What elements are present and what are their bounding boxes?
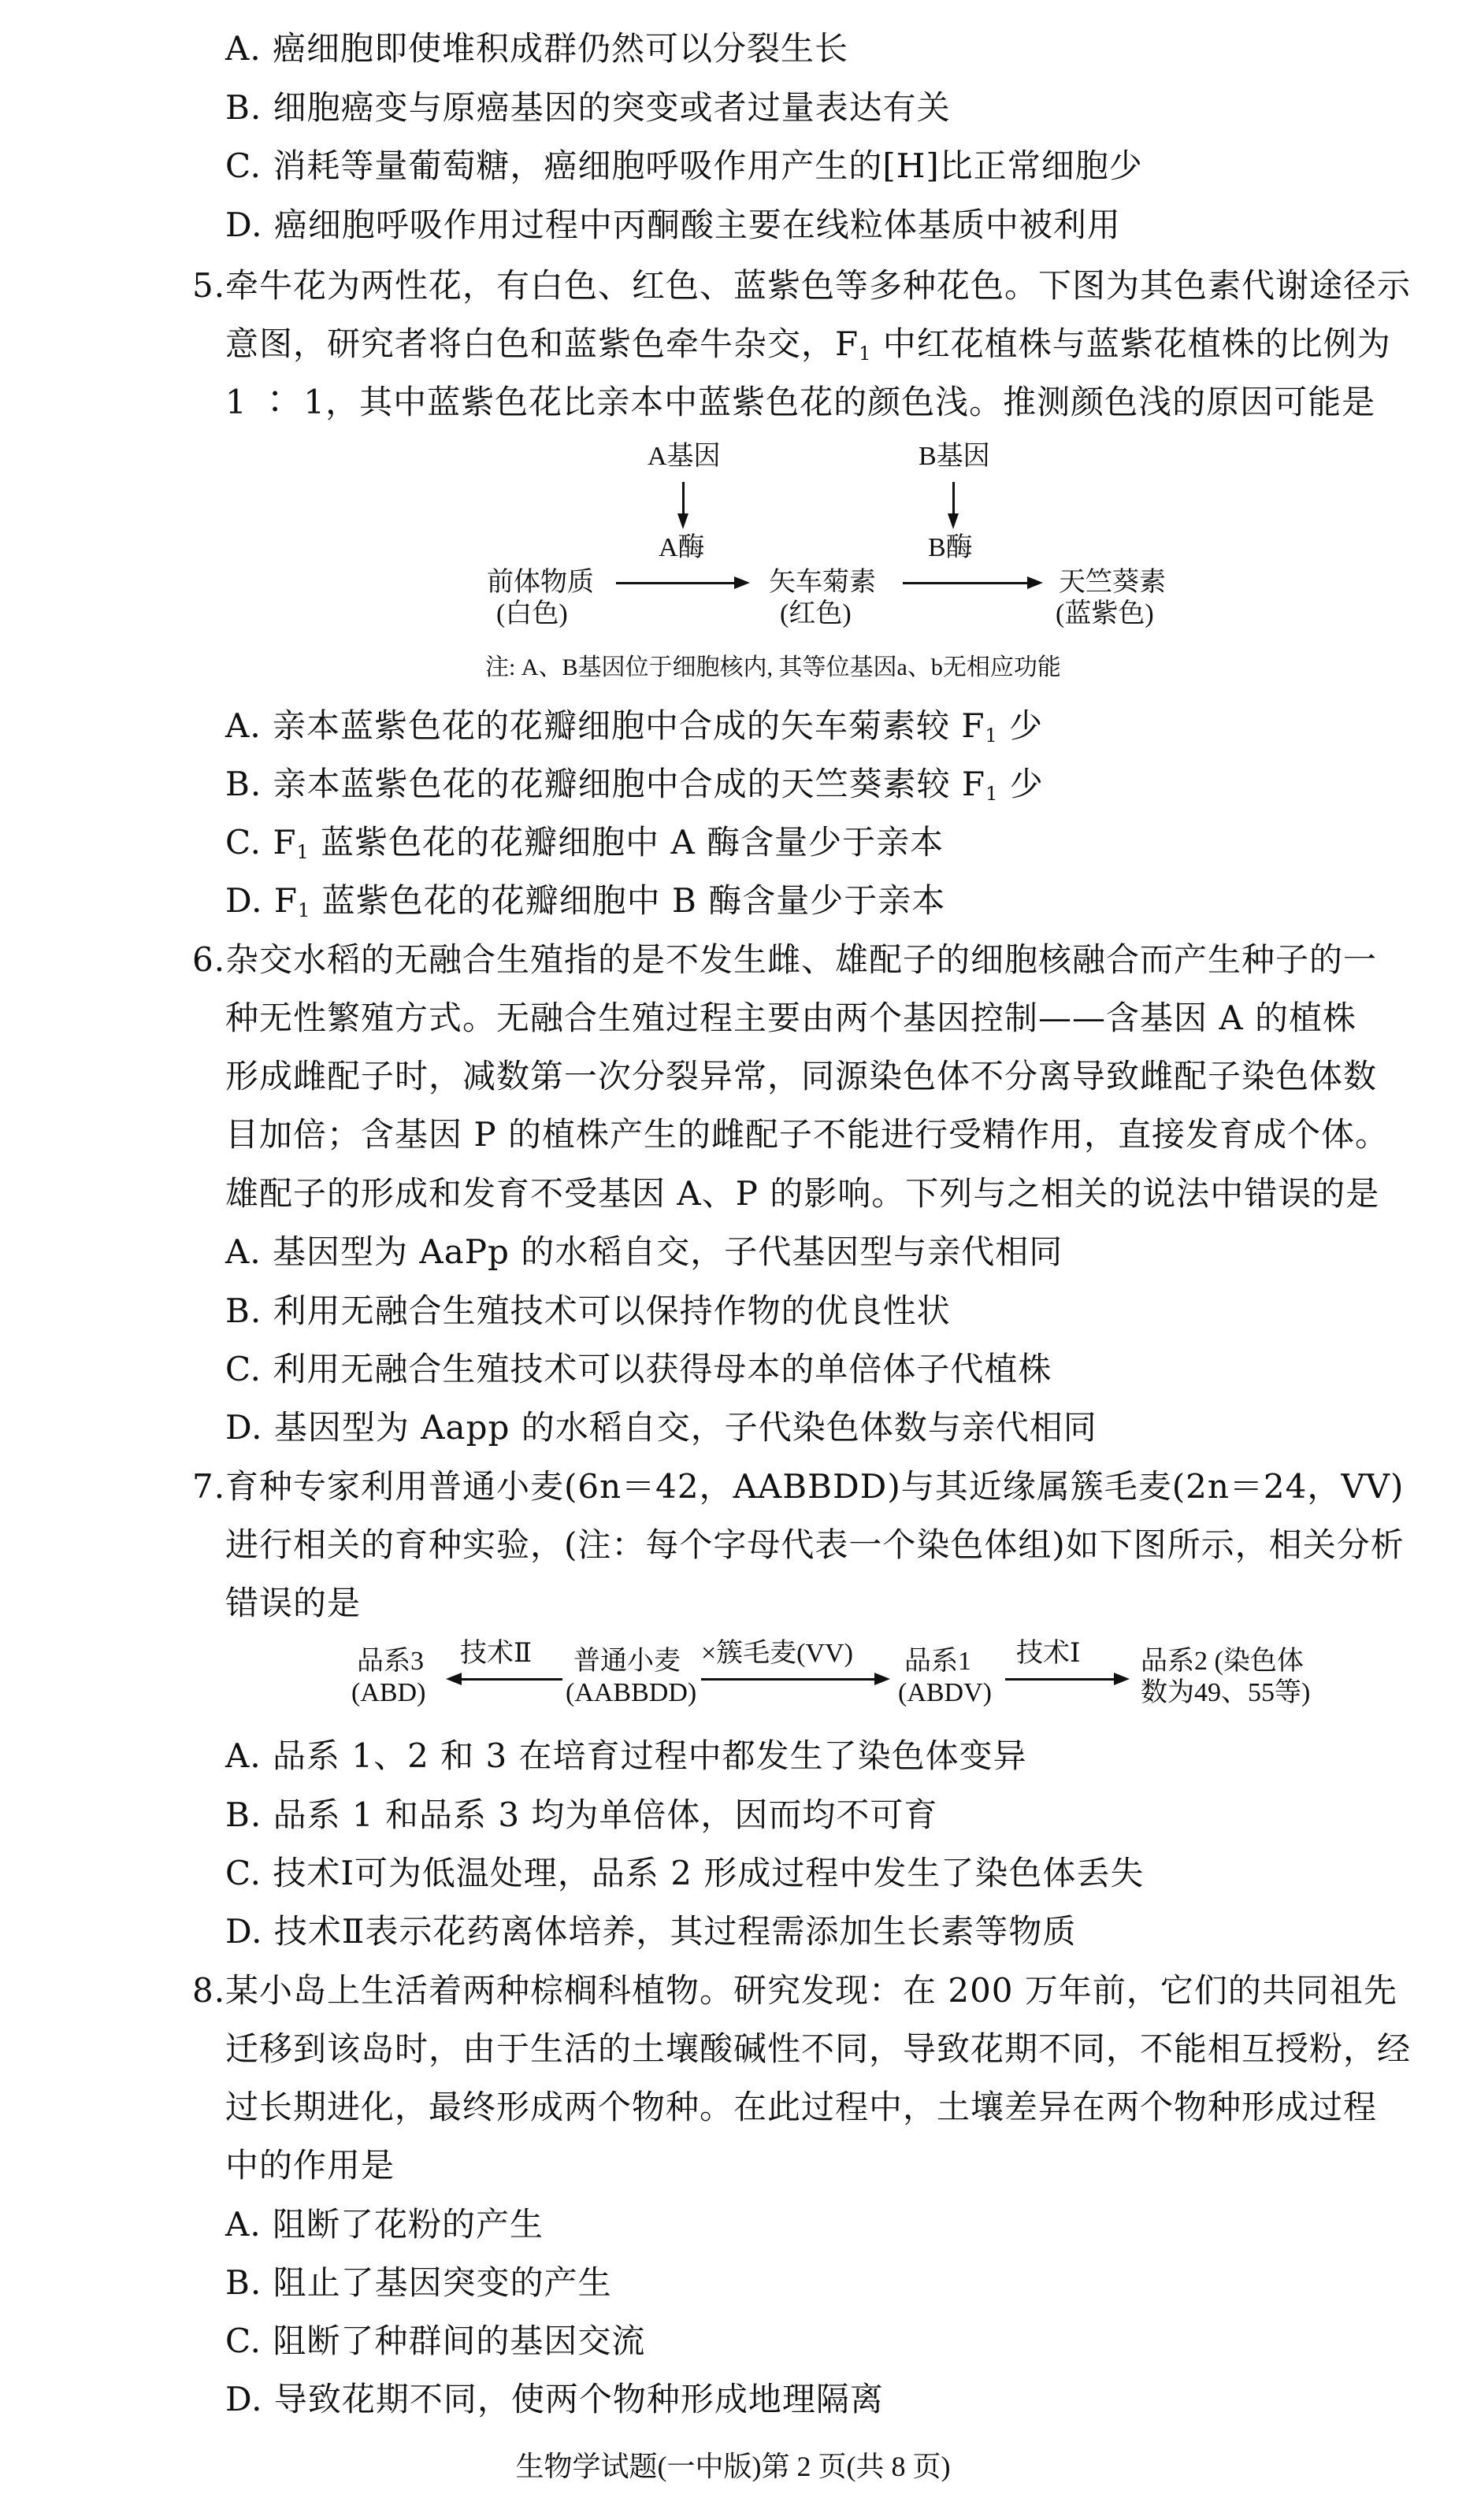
q6-option-c: C. 利用无融合生殖技术可以获得母本的单倍体子代植株 [225,1350,1052,1388]
line3-genome: (ABD) [351,1678,426,1707]
arrow-right-icon [616,582,736,584]
q6-stem-line-2: 种无性繁殖方式。无融合生殖过程主要由两个基因控制——含基因 A 的植株 [225,999,1357,1037]
q5-option-c: C. $F_1$ 蓝紫色花的花瓣细胞中 A 酶含量少于亲本 [225,823,945,863]
cyanidin-color: (红色) [780,599,852,628]
q4-option-d: D. 癌细胞呼吸作用过程中丙酮酸主要在线粒体基质中被利用 [225,206,1121,244]
q8-option-a: A. 阻断了花粉的产生 [225,2205,544,2244]
arrow-head-right-icon [734,576,750,589]
line2-detail: 数为49、55等) [1141,1678,1311,1707]
arrow-head-down-icon [677,513,688,529]
q5-option-b: B. 亲本蓝紫色花的花瓣细胞中合成的天竺葵素较 $F_1$ 少 [225,765,1044,805]
q7-stem-line-3: 错误的是 [225,1584,362,1622]
line3-label: 品系3 [357,1647,424,1676]
q4-option-a: A. 癌细胞即使堆积成群仍然可以分裂生长 [225,29,849,68]
pelargonidin-label: 天竺葵素 [1059,568,1166,597]
precursor-label: 前体物质 [487,568,594,597]
arrow-down-icon [952,482,955,515]
cyanidin-label: 矢车菊素 [769,568,876,597]
q7-option-b: B. 品系 1 和品系 3 均为单倍体，因而均不可育 [225,1796,938,1834]
q6-option-b: B. 利用无融合生殖技术可以保持作物的优良性状 [225,1292,951,1330]
q6-stem-line-3: 形成雌配子时，减数第一次分裂异常，同源染色体不分离导致雌配子染色体数 [225,1057,1378,1095]
common-wheat-genome: (AABBDD) [566,1678,697,1707]
q4-option-c: C. 消耗等量葡萄糖，癌细胞呼吸作用产生的[H]比正常细胞少 [225,146,1143,185]
q4-option-b: B. 细胞癌变与原癌基因的突变或者过量表达有关 [225,88,951,127]
technique-2-label: 技术Ⅱ [460,1639,533,1668]
q6-stem-line-4: 目加倍；含基因 P 的植株产生的雌配子不能进行受精作用，直接发育成个体。 [225,1115,1389,1154]
q7-number: 7. [192,1467,226,1506]
q8-option-c: C. 阻断了种群间的基因交流 [225,2322,646,2360]
q8-stem-line-1: 某小岛上生活着两种棕榈科植物。研究发现：在 200 万年前，它们的共同祖先 [225,1971,1397,2010]
line1-label: 品系1 [904,1647,971,1676]
q5-stem-line-1: 牵牛花为两性花，有白色、红色、蓝紫色等多种花色。下图为其色素代谢途径示 [225,266,1412,305]
page-footer: 生物学试题(一中版)第 2 页(共 8 页) [515,2451,951,2482]
q7-option-d: D. 技术Ⅱ表示花药离体培养，其过程需添加生长素等物质 [225,1912,1077,1951]
q8-stem-line-2: 迁移到该岛时，由于生活的土壤酸碱性不同，导致花期不同，不能相互授粉，经 [225,2029,1412,2068]
arrow-right-icon [1005,1678,1115,1681]
common-wheat-label: 普通小麦 [573,1647,681,1676]
q8-number: 8. [192,1971,226,2010]
q6-option-d: D. 基因型为 Aapp 的水稻自交，子代染色体数与亲代相同 [225,1408,1097,1447]
q7-option-c: C. 技术Ⅰ可为低温处理，品系 2 形成过程中发生了染色体丢失 [225,1854,1145,1892]
arrow-head-right-icon [1027,576,1043,589]
arrow-head-down-icon [948,513,959,529]
pelargonidin-color: (蓝紫色) [1056,599,1154,628]
arrow-head-right-icon [874,1673,890,1685]
q5-number: 5. [192,266,226,305]
arrow-head-left-icon [446,1673,462,1685]
line2-label: 品系2 (染色体 [1141,1647,1304,1676]
q5-stem-line-2: 意图，研究者将白色和蓝紫色牵牛杂交，$F_1$ 中红花植株与蓝紫花植株的比例为 [225,324,1391,365]
enzyme-a-label: A酶 [659,533,705,562]
q7-option-a: A. 品系 1、2 和 3 在培育过程中都发生了染色体变异 [225,1736,1027,1775]
q6-stem-line-5: 雄配子的形成和发育不受基因 A、P 的影响。下列与之相关的说法中错误的是 [225,1174,1380,1213]
cross-label: ×簇毛麦(VV) [701,1639,853,1668]
q7-stem-line-2: 进行相关的育种实验，(注：每个字母代表一个染色体组)如下图所示，相关分析 [225,1525,1405,1564]
gene-b-label: B基因 [919,442,990,471]
q5-option-d: D. $F_1$ 蓝紫色花的花瓣细胞中 B 酶含量少于亲本 [225,881,946,921]
arrow-down-icon [682,482,685,515]
q8-stem-line-4: 中的作用是 [225,2146,395,2185]
q8-stem-line-3: 过长期进化，最终形成两个物种。在此过程中，土壤差异在两个物种形成过程 [225,2088,1378,2126]
q6-number: 6. [192,940,226,979]
q7-stem-line-1: 育种专家利用普通小麦(6n＝42，AABBDD)与其近缘属簇毛麦(2n＝24，VV) [225,1467,1405,1506]
precursor-color: (白色) [496,599,568,628]
q8-option-b: B. 阻止了基因突变的产生 [225,2263,612,2302]
technique-1-label: 技术Ⅰ [1016,1639,1081,1668]
arrow-head-right-icon [1114,1673,1130,1685]
enzyme-b-label: B酶 [928,533,973,562]
arrow-left-icon [460,1678,562,1681]
line1-genome: (ABDV) [898,1678,992,1707]
gene-a-label: A基因 [648,442,721,471]
q8-option-d: D. 导致花期不同，使两个物种形成地理隔离 [225,2380,884,2418]
q5-option-a: A. 亲本蓝紫色花的花瓣细胞中合成的矢车菊素较 $F_1$ 少 [225,706,1044,747]
q5-stem-line-3: 1 ∶ 1，其中蓝紫色花比亲本中蓝紫色花的颜色浅。推测颜色浅的原因可能是 [225,383,1376,421]
arrow-right-icon [701,1678,876,1681]
diagram-note: 注: A、B基因位于细胞核内, 其等位基因a、b无相应功能 [485,654,1061,680]
arrow-right-icon [903,582,1029,584]
q6-stem-line-1: 杂交水稻的无融合生殖指的是不发生雌、雄配子的细胞核融合而产生种子的一 [225,940,1378,979]
q6-option-a: A. 基因型为 AaPp 的水稻自交，子代基因型与亲代相同 [225,1232,1063,1271]
